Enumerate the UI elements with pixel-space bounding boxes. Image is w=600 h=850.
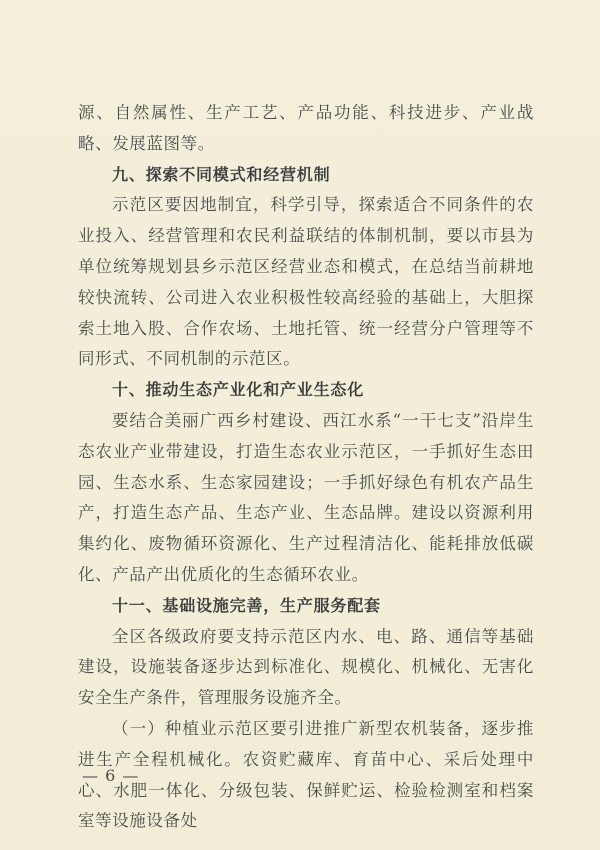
section-heading-11: 十一、基础设施完善，生产服务配套 [112, 595, 381, 615]
paragraph-section-11: 全区各级政府要支持示范区内水、电、路、通信等基础建设，设施装备逐步达到标准化、规模化、机械化、无害化安全生产条件，管理服务设施齐全。 [78, 626, 534, 708]
page-number: — 6 — [82, 766, 140, 785]
paragraph-continuation: 源、自然属性、生产工艺、产品功能、科技进步、产业战略、发展蓝图等。 [78, 103, 534, 153]
section-heading-10: 十、推动生态产业化和产业生态化 [112, 380, 365, 400]
paragraph-section-10: 要结合美丽广西乡村建设、西江水系“一干七支”沿岸生态农业产业带建设，打造生态农业示范区，一手抓好生态田园、生态水系、生态家园建设；一手抓好绿色有机农产品生产，打造生态产品、生态产业、生态品牌。建设以资源利用集约化、废物循环资源化、生产过程清洁化、能耗排放低碳化、产品产出优质化的生态循环农业。 [78, 410, 534, 584]
paragraph-section-9: 示范区要因地制宜，科学引导，探索适合不同条件的农业投入、经营管理和农民利益联结的体制机制，要以市县为单位统筹规划县乡示范区经营业态和模式，在总结当前耕地较快流转、公司进入农业积极性较高经验的基础上，大胆探索土地入股、合作农场、土地托管、统一经营分户管理等不同形式、不同机制的示范区。 [78, 195, 534, 369]
section-heading-9: 九、探索不同模式和经营机制 [112, 164, 331, 184]
paragraph-section-11-item-1: （一）种植业示范区要引进推广新型农机装备，逐步推进生产全程机械化。农资贮藏库、育苗中心、采后处理中心、水肥一体化、分级包装、保鲜贮运、检验检测室和档案室等设施设备处 [78, 718, 534, 831]
document-body [78, 98, 534, 837]
